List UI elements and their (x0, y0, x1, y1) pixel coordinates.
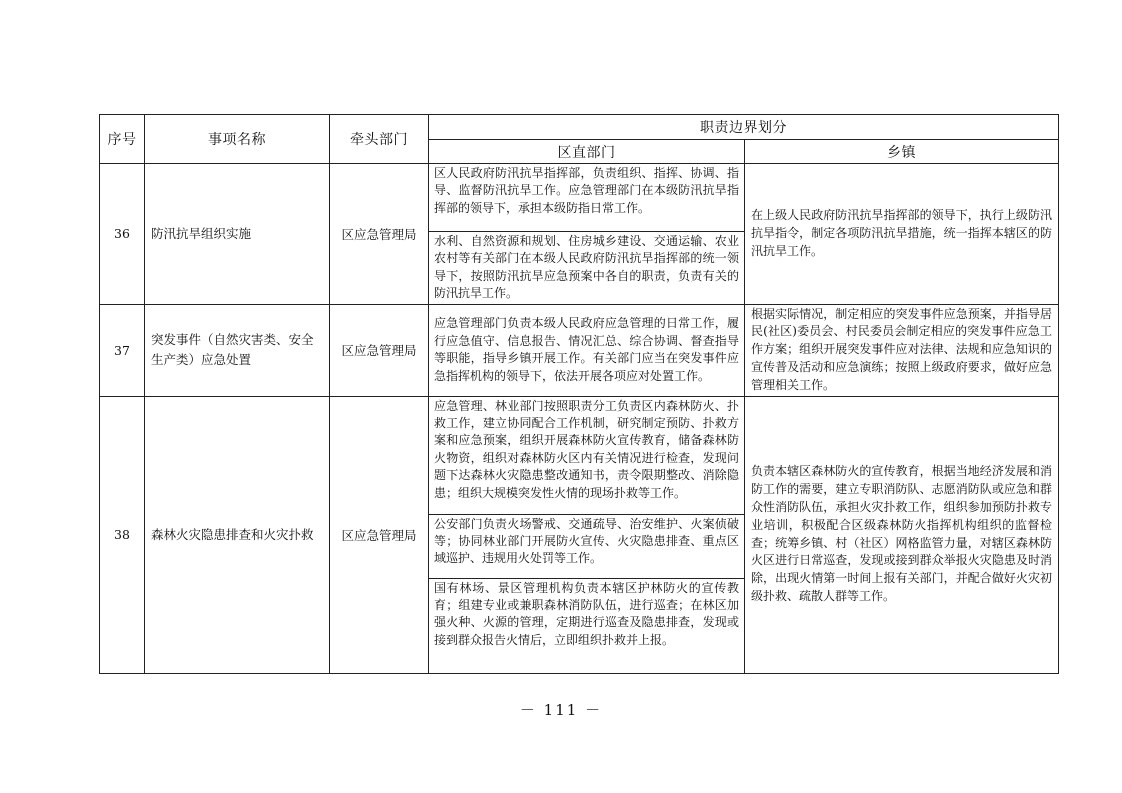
township-duty: 负责本辖区森林防火的宣传教育，根据当地经济发展和消防工作的需要，建立专职消防队、志愿消防队或应急和群众性消防队伍，承担火灾扑救工作，组织参加预防扑救专业培训，积极配合区级森林防火指挥机构组织的监督检查；统筹乡镇、村（社区）网格监管力量，对辖区森林防火区进行日常巡查，发现或接到群众举报火灾隐患及时消除，出现火情第一时间上报有关部门，并配合做好火灾初级扑救、疏散人群等工作。 (745, 396, 1059, 673)
item-name: 防汛抗旱组织实施 (145, 164, 330, 305)
header-division: 职责边界划分 (429, 115, 1059, 140)
table-row (100, 304, 1059, 396)
item-name: 森林火灾隐患排查和火灾扑救 (145, 396, 330, 673)
township-duty: 在上级人民政府防汛抗旱指挥部的领导下，执行上级防汛抗旱指令，制定各项防汛抗旱措施，统一指挥本辖区的防汛抗旱工作。 (745, 164, 1059, 305)
lead-dept: 区应急管理局 (330, 396, 429, 673)
item-name: 突发事件（自然灾害类、安全生产类）应急处置 (145, 304, 330, 396)
header-township: 乡镇 (745, 140, 1059, 164)
lead-dept: 区应急管理局 (330, 304, 429, 396)
table-row (100, 164, 1059, 232)
header-seq: 序号 (100, 115, 145, 164)
district-duty: 公安部门负责火场警戒、交通疏导、治安维护、火案侦破等；协同林业部门开展防火宣传、火灾隐患排查、重点区域巡护、违规用火处罚等工作。 (429, 514, 745, 578)
lead-dept: 区应急管理局 (330, 164, 429, 305)
township-duty: 根据实际情况，制定相应的突发事件应急预案，并指导居民(社区)委员会、村民委员会制定相应的突发事件应急工作方案；组织开展突发事件应对法律、法规和应急知识的宣传普及活动和应急演练；按照上级政府要求，做好应急管理相关工作。 (745, 304, 1059, 396)
row-number: 36 (100, 164, 145, 305)
header-lead-dept: 牵头部门 (330, 115, 429, 164)
row-number: 37 (100, 304, 145, 396)
district-duty: 区人民政府防汛抗旱指挥部，负责组织、指挥、协调、指导、监督防汛抗旱工作。应急管理部门在本级防汛抗旱指挥部的领导下，承担本级防指日常工作。 (429, 164, 745, 232)
header-item-name: 事项名称 (145, 115, 330, 164)
district-duty: 国有林场、景区管理机构负责本辖区护林防火的宣传教育；组建专业或兼职森林消防队伍，进行巡查；在林区加强火种、火源的管理，定期进行巡查及隐患排查，发现或接到群众报告火情后，立即组织扑救并上报。 (429, 578, 745, 673)
district-duty: 应急管理、林业部门按照职责分工负责区内森林防火、扑救工作，建立协同配合工作机制，研究制定预防、扑救方案和应急预案，组织开展森林防火宣传教育，储备森林防火物资，组织对森林防火区内有关情况进行检查，发现问题下达森林火灾隐患整改通知书，责令限期整改、消除隐患；组织大规模突发性火情的现场扑救等工作。 (429, 396, 745, 514)
responsibility-table (99, 114, 1059, 674)
district-duty: 水利、自然资源和规划、住房城乡建设、交通运输、农业农村等有关部门在本级人民政府防汛抗旱指挥部的统一领导下，按照防汛抗旱应急预案中各自的职责，负责有关的防汛抗旱工作。 (429, 232, 745, 305)
row-number: 38 (100, 396, 145, 673)
page-number: － 111 － (519, 701, 603, 719)
header-district-dept: 区直部门 (429, 140, 745, 164)
table-row (100, 396, 1059, 514)
district-duty: 应急管理部门负责本级人民政府应急管理的日常工作，履行应急值守、信息报告、情况汇总、综合协调、督查指导等职能，指导乡镇开展工作。有关部门应当在突发事件应急指挥机构的领导下，依法开展各项应对处置工作。 (429, 304, 745, 396)
